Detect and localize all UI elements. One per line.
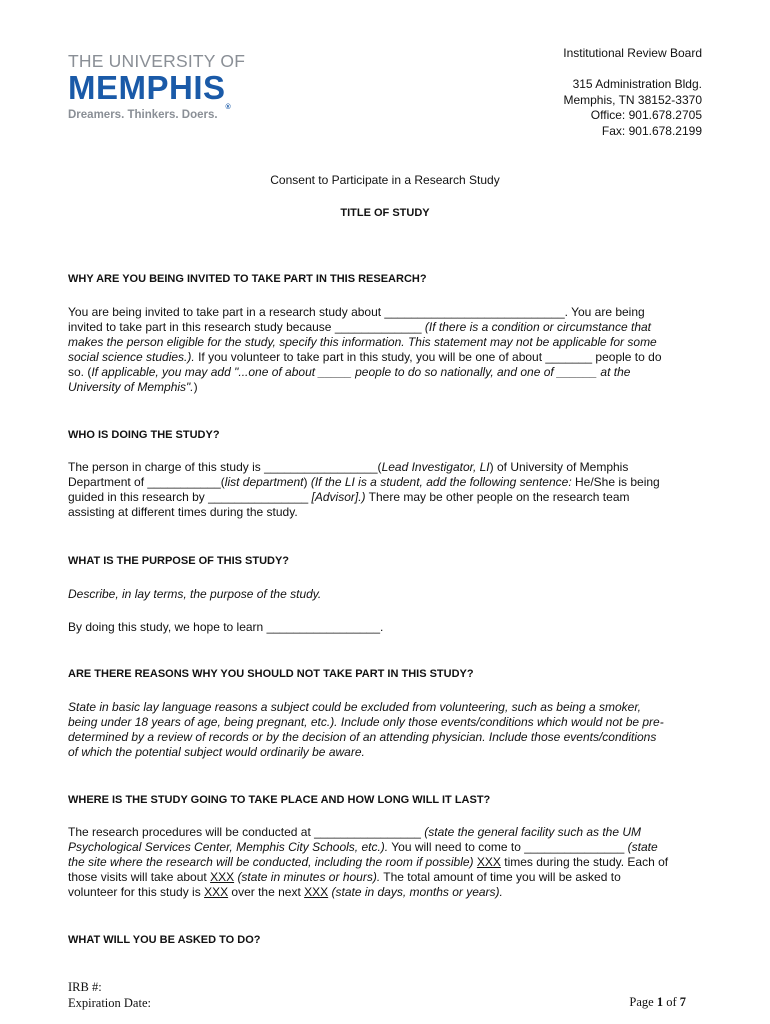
logo-line1: THE UNIVERSITY OF <box>68 51 246 71</box>
heading-why-invited: WHY ARE YOU BEING INVITED TO TAKE PART IN THIS RESEARCH? <box>68 273 427 285</box>
purpose-statement: By doing this study, we hope to learn _________________. <box>68 620 384 634</box>
logo-line2: MEMPHIS® <box>68 69 232 111</box>
study-title: TITLE OF STUDY <box>340 207 430 219</box>
footer-irb-block <box>68 980 151 1011</box>
heading-what-asked-to-do: WHAT WILL YOU BE ASKED TO DO? <box>68 934 261 946</box>
where-how-long-paragraph: The research procedures will be conducted at ________________ (state the general facility such as the UM Psychological Services Center, Memphis City Schools, etc.). You will need to come to _______________ (state the site where the research will be conducted, including the room if possible) XXX times during the study. Each of those visits will take about XXX (state in minutes or hours). The total amount of time you will be asked to volunteer for this study is XXX over the next XXX (state in days, months or years). <box>68 825 669 899</box>
purpose-instruction: Describe, in lay terms, the purpose of the study. <box>68 587 322 601</box>
irb-number-label: IRB #: <box>68 980 102 994</box>
logo-tagline: Dreamers. Thinkers. Doers. <box>68 109 218 121</box>
heading-who-is-doing: WHO IS DOING THE STUDY? <box>68 429 220 441</box>
who-is-doing-paragraph: The person in charge of this study is _________________(Lead Investigator, LI) of University of Memphis Department of ___________(list department) (If the LI is a student, add the following sentence: He/She is being guided in this research by _______________ [Advisor].) There may be other people on the research team assisting at different times during the study. <box>68 460 660 519</box>
consent-title: Consent to Participate in a Research Study <box>270 173 500 187</box>
office-phone: Office: 901.678.2705 <box>590 108 702 122</box>
street: 315 Administration Bldg. <box>572 77 702 91</box>
why-invited-paragraph: You are being invited to take part in a research study about ___________________________. You are being invited to take part in this research study because _____________ (If there is a condition or circumstance that makes the person eligible for the study, specify this information. This statement may not be applicable for some social science studies.). If you volunteer to take part in this study, you will be one of about _______ people to do so. (If applicable, you may add "...one of about _____ people to do so nationally, and one of ______ at the University of Memphis".) <box>68 305 662 394</box>
fax: Fax: 901.678.2199 <box>601 123 702 138</box>
city: Memphis, TN 38152-3370 <box>563 92 702 107</box>
expiration-date-label: Expiration Date: <box>68 995 151 1010</box>
heading-where-how-long: WHERE IS THE STUDY GOING TO TAKE PLACE AND HOW LONG WILL IT LAST? <box>68 794 491 806</box>
registered-mark: ® <box>225 104 232 111</box>
reasons-paragraph: State in basic lay language reasons a subject could be excluded from volunteering, such as being a smoker, being under 18 years of age, being pregnant, etc.). Include only those events/conditions which would not be pre- determined by a review of records or by the decision of an attending physician. Include those events/conditions of which the potential subject would ordinarily be aware. <box>68 700 664 759</box>
heading-purpose: WHAT IS THE PURPOSE OF THIS STUDY? <box>68 555 290 567</box>
heading-reasons-not-to-take-part: ARE THERE REASONS WHY YOU SHOULD NOT TAKE PART IN THIS STUDY? <box>68 668 474 680</box>
office-name: Institutional Review Board <box>563 46 702 60</box>
irb-address-block <box>563 46 702 139</box>
page-number: Page 1 of 7 <box>629 995 686 1009</box>
university-logo <box>68 52 248 121</box>
